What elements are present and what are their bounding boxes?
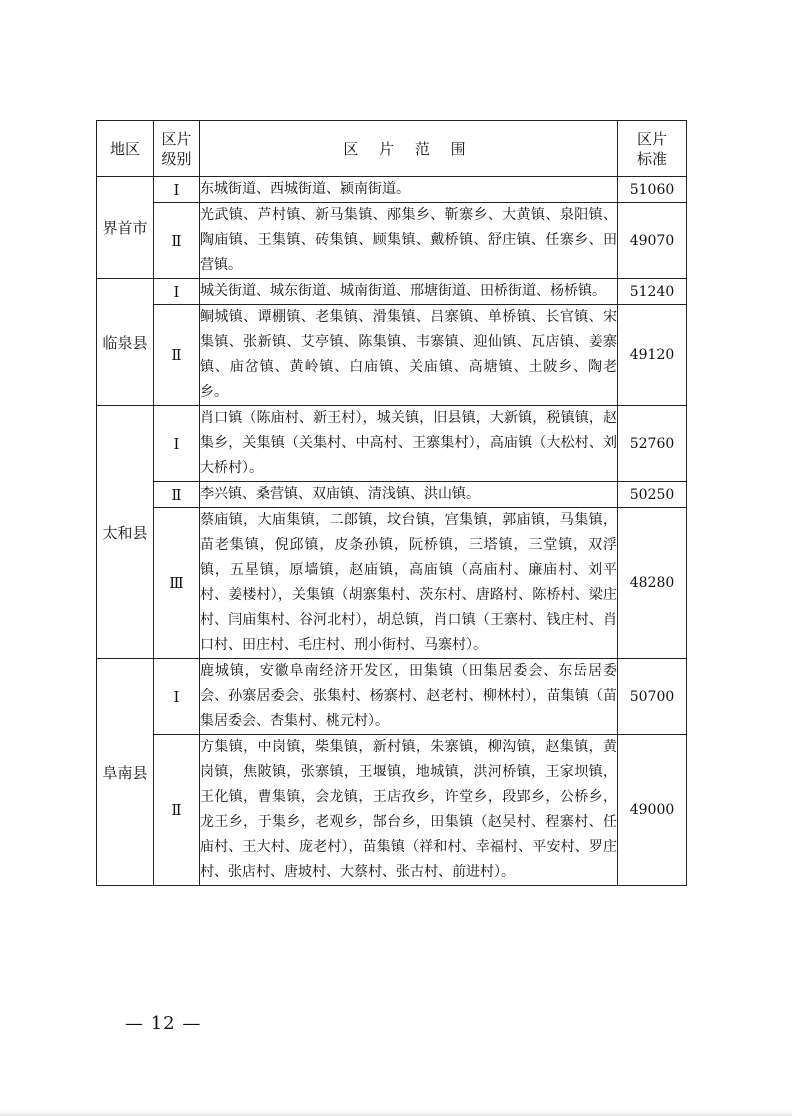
standard-cell: 49120 [618, 305, 687, 406]
range-cell: 东城街道、西城街道、颍南街道。 [200, 177, 618, 203]
standard-cell: 50700 [618, 659, 687, 735]
range-cell: 方集镇，中岗镇，柴集镇，新村镇，朱寨镇，柳沟镇，赵集镇，黄岗镇，焦陂镇，张寨镇，王堰镇，地城镇，洪河桥镇，王家坝镇，王化镇，曹集镇，会龙镇，王店孜乡，许堂乡，段郢乡，公桥乡，龙王乡，于集乡，老观乡，郜台乡，田集镇（赵吴村、程寨村、任庙村、王大村、庞老村），苗集镇（祥和村、幸福村、平安村、罗庄村、张店村、唐坡村、大蔡村、张古村、前进村）。 [200, 735, 618, 886]
table-row [97, 482, 687, 508]
header-level: 区片 级别 [154, 121, 200, 177]
level-cell: Ⅱ [154, 482, 200, 508]
level-cell: Ⅰ [154, 177, 200, 203]
table-row [97, 659, 687, 735]
scan-edge-shadow [0, 1110, 792, 1116]
range-cell: 鹿城镇，安徽阜南经济开发区，田集镇（田集居委会、东岳居委会、孙寨居委会、张集村、杨寨村、赵老村、柳林村），苗集镇（苗集居委会、杏集村、桃元村）。 [200, 659, 618, 735]
range-cell: 城关街道、城东街道、城南街道、邢塘街道、田桥街道、杨桥镇。 [200, 279, 618, 305]
level-cell: Ⅰ [154, 659, 200, 735]
standard-cell: 51240 [618, 279, 687, 305]
page-number: — 12 — [125, 1013, 202, 1034]
level-cell: Ⅱ [154, 305, 200, 406]
table-row [97, 735, 687, 886]
standard-cell: 48280 [618, 508, 687, 659]
standard-cell: 49000 [618, 735, 687, 886]
region-cell: 阜南县 [97, 659, 154, 886]
header-standard: 区片 标准 [618, 121, 687, 177]
range-cell: 鲖城镇、谭棚镇、老集镇、滑集镇、吕寨镇、单桥镇、长官镇、宋集镇、张新镇、艾亭镇、陈集镇、韦寨镇、迎仙镇、瓦店镇、姜寨镇、庙岔镇、黄岭镇、白庙镇、关庙镇、高塘镇、土陂乡、陶老乡。 [200, 305, 618, 406]
level-cell: Ⅲ [154, 508, 200, 659]
table-row [97, 406, 687, 482]
range-cell: 李兴镇、桑营镇、双庙镇、清浅镇、洪山镇。 [200, 482, 618, 508]
table-row [97, 279, 687, 305]
level-cell: Ⅰ [154, 406, 200, 482]
range-cell: 肖口镇（陈庙村、新王村），城关镇，旧县镇，大新镇，税镇镇，赵集乡，关集镇（关集村、中高村、王寨集村），高庙镇（大松村、刘大桥村）。 [200, 406, 618, 482]
level-cell: Ⅰ [154, 279, 200, 305]
standard-cell: 52760 [618, 406, 687, 482]
table-row [97, 203, 687, 279]
region-cell: 临泉县 [97, 279, 154, 406]
table-row [97, 508, 687, 659]
region-cell: 太和县 [97, 406, 154, 659]
range-cell: 蔡庙镇，大庙集镇，二郎镇，坟台镇，宫集镇，郭庙镇，马集镇，苗老集镇，倪邱镇，皮条孙镇，阮桥镇，三塔镇，三堂镇，双浮镇，五星镇，原墙镇，赵庙镇，高庙镇（高庙村、廉庙村、刘平村、姜楼村），关集镇（胡寨集村、茨东村、唐路村、陈桥村、梁庄村、闫庙集村、谷河北村），胡总镇，肖口镇（王寨村、钱庄村、肖口村、田庄村、毛庄村、刑小街村、马寨村）。 [200, 508, 618, 659]
standard-cell: 50250 [618, 482, 687, 508]
land-price-zone-table [96, 120, 687, 886]
standard-cell: 51060 [618, 177, 687, 203]
level-cell: Ⅱ [154, 735, 200, 886]
header-region: 地区 [97, 121, 154, 177]
table-row [97, 177, 687, 203]
range-cell: 光武镇、芦村镇、新马集镇、邴集乡、靳寨乡、大黄镇、泉阳镇、陶庙镇、王集镇、砖集镇、顾集镇、戴桥镇、舒庄镇、任寨乡、田营镇。 [200, 203, 618, 279]
level-cell: Ⅱ [154, 203, 200, 279]
table-row [97, 305, 687, 406]
table-header-row [97, 121, 687, 177]
header-range: 区 片 范 围 [200, 121, 618, 177]
region-cell: 界首市 [97, 177, 154, 279]
standard-cell: 49070 [618, 203, 687, 279]
